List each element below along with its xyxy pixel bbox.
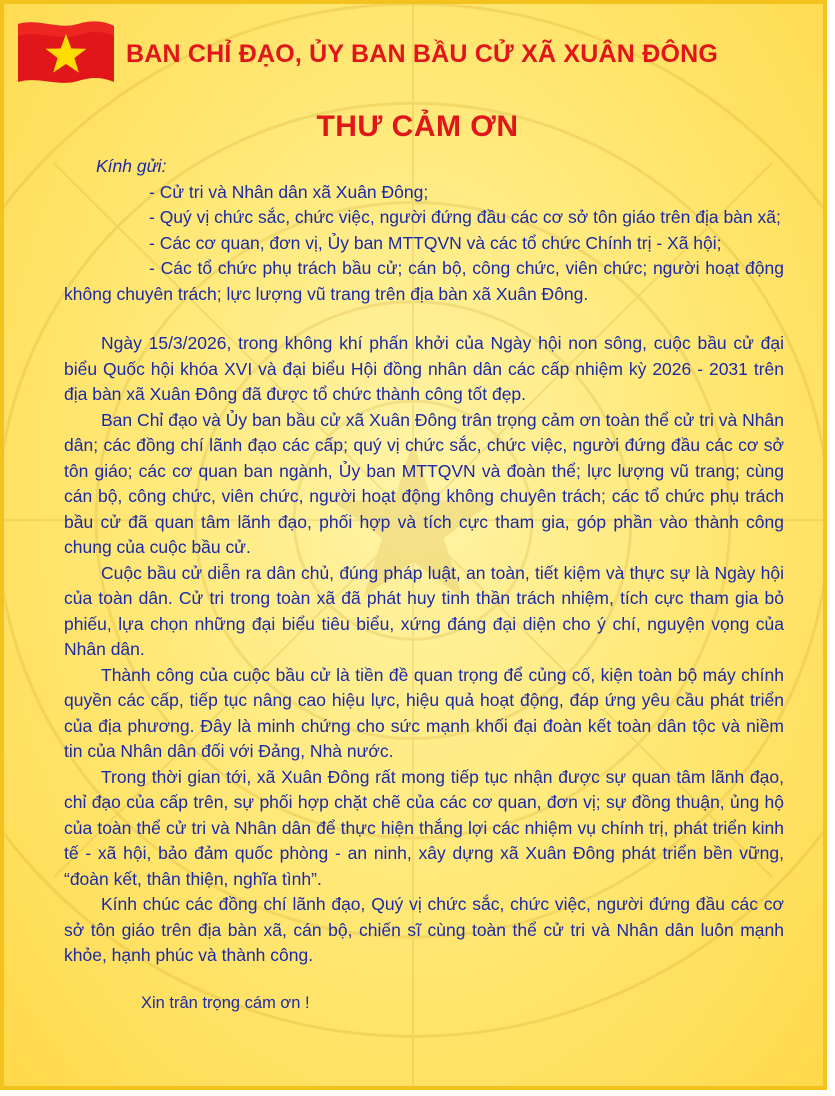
recipient-item: - Các tổ chức phụ trách bầu cử; cán bộ, công chức, viên chức; người hoạt động không chuyên trách; lực lượng vũ trang trên địa bàn xã Xuân Đông.: [64, 258, 784, 304]
recipient-item: - Các cơ quan, đơn vị, Ủy ban MTTQVN và các tổ chức Chính trị - Xã hội;: [149, 232, 722, 253]
letter-body: [64, 154, 784, 1016]
body-paragraph: Cuộc bầu cử diễn ra dân chủ, đúng pháp luật, an toàn, tiết kiệm và thực sự là Ngày hội của toàn dân. Cử tri trong toàn xã đã phát huy tinh thần trách nhiệm, tích cực tham gia bỏ phiếu, lựa chọn những đại biểu tiêu biểu, xứng đáng đại diện cho ý chí, nguyện vọng của Nhân dân.: [64, 562, 784, 659]
body-paragraph: Ngày 15/3/2026, trong không khí phấn khởi của Ngày hội non sông, cuộc bầu cử đại biểu Quốc hội khóa XVI và đại biểu Hội đồng nhân dân các cấp nhiệm kỳ 2026 - 2031 trên địa bàn xã Xuân Đông đã được tổ chức thành công tốt đẹp.: [64, 333, 784, 404]
closing-line: Xin trân trọng cám ơn !: [141, 993, 310, 1012]
letter-title: THƯ CẢM ƠN: [316, 110, 519, 143]
body-paragraph: Thành công của cuộc bầu cử là tiền đề quan trọng để củng cố, kiện toàn bộ máy chính quyền các cấp, tiếp tục nâng cao hiệu lực, hiệu quả hoạt động, đáp ứng yêu cầu phát triển của địa phương. Đây là minh chứng cho sức mạnh khối đại đoàn kết toàn dân tộc và niềm tin của Nhân dân đối với Đảng, Nhà nước.: [64, 664, 784, 761]
body-paragraph: Trong thời gian tới, xã Xuân Đông rất mong tiếp tục nhận được sự quan tâm lãnh đạo, chỉ đạo của cấp trên, sự phối hợp chặt chẽ của các cơ quan, đơn vị; sự đồng thuận, ủng hộ của toàn thể cử tri và Nhân dân để thực hiện thắng lợi các nhiệm vụ chính trị, phát triển kinh tế - xã hội, bảo đảm quốc phòng - an ninh, xây dựng xã Xuân Đông phát triển bền vững, “đoàn kết, thân thiện, nghĩa tình”.: [64, 766, 784, 889]
recipient-item: - Quý vị chức sắc, chức việc, người đứng đầu các cơ sở tôn giáo trên địa bàn xã;: [149, 207, 781, 227]
salutation: Kính gửi:: [96, 156, 167, 176]
organization-title: BAN CHỈ ĐẠO, ỦY BAN BẦU CỬ XÃ XUÂN ĐÔNG: [126, 40, 718, 68]
recipient-item: - Cử tri và Nhân dân xã Xuân Đông;: [149, 181, 429, 202]
body-paragraph: Ban Chỉ đạo và Ủy ban bầu cử xã Xuân Đông trân trọng cảm ơn toàn thể cử tri và Nhân dân; các đồng chí lãnh đạo các cấp; quý vị chức sắc, chức việc, người đứng đầu các cơ sở tôn giáo; các cơ quan ban ngành, Ủy ban MTTQVN và đoàn thể; lực lượng vũ trang; cùng cán bộ, công chức, viên chức, người hoạt động không chuyên trách; các tổ chức phụ trách bầu cử đã quan tâm lãnh đạo, phối hợp và tích cực tham gia, góp phần vào thành công chung của cuộc bầu cử.: [64, 409, 784, 557]
vietnam-flag-icon: [16, 18, 116, 90]
body-paragraph: Kính chúc các đồng chí lãnh đạo, Quý vị chức sắc, chức việc, người đứng đầu các cơ sở tôn giáo trên địa bàn xã, cán bộ, chiến sĩ cùng toàn thể cử tri và Nhân dân luôn mạnh khỏe, hạnh phúc và thành công.: [64, 894, 784, 965]
